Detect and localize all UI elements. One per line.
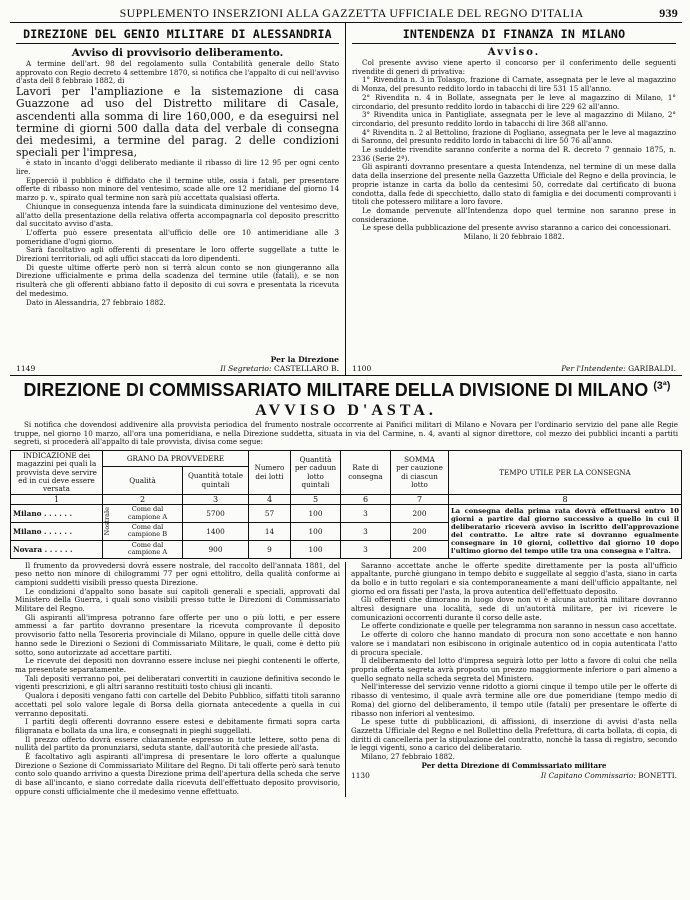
column-number: 5 xyxy=(291,495,341,505)
cell-quantita: 900 xyxy=(183,540,249,558)
signature-name: GARIBALDI. xyxy=(628,364,676,373)
dated-line: Milano, li 20 febbraio 1882. xyxy=(463,232,565,242)
cell-tempo-utile: La consegna della prima rata dovrà effettuarsi entro 10 giorni a partire dal giorno successivo a quello in cui il deliberatario riceverà avviso in iscritto dell'approvazione del contratto. Le altre rate si dovranno egualmente consegnare in 10 giorni, collettivo dal giorno 10 dopo l'ultimo giorno del tempo utile tra una consegna e l'altra. xyxy=(449,505,682,558)
notice-signature xyxy=(16,355,339,373)
col-header-lotti: Numero dei lotti xyxy=(249,451,291,495)
conditions-right-column xyxy=(346,562,682,797)
paragraph: Tali depositi verranno poi, pei deliberatari convertiti in cauzione definitiva secondo le vigenti prescrizioni, e gli altri saranno restituiti tosto chiusi gli incanti. xyxy=(15,673,340,692)
paragraph: Chiunque in conseguenza intenda fare la suindicata diminuzione del ventesimo deve, all'atto della presentazione della relativa offerta accompagnarla col deposito prescritto dal succitato avviso d'asta. xyxy=(16,201,339,229)
paragraph: Saranno accettate anche le offerte spedite direttamente per la posta all'ufficio appaltante, purchè giungano in tempo debito e suggellate al seggio d'asta, siano in carta da bollo e in tutto regolari e sia contemporaneamente a mani dell'ufficio appaltante, nel giorno ed ora fissati per l'asta, la prova autentica dell'effettuato deposito. xyxy=(351,560,677,596)
cell-lotti: 9 xyxy=(249,540,291,558)
paragraph: Nell'interesse del servizio venne ridotto a giorni cinque il tempo utile per le offerte di ribasso di ventesimo, il quale avrà termine alle ore due pomeridiane (tempo medio di Roma) del giorno del deliberamento, il tempo utile (fatali) per presentare le offerte di ribasso non inferiori al ventesimo. xyxy=(351,682,677,718)
notice-header xyxy=(23,379,671,401)
signature-title: Il Segretario: xyxy=(220,364,272,373)
paragraph: Sarà facoltativo agli offerenti di presentare le loro offerte suggellate a tutte le Direzioni territoriali, od agli uffici staccati da loro dipendenti. xyxy=(16,245,339,264)
column-number-row xyxy=(11,495,682,505)
notice-subtitle: AVVISO D'ASTA. xyxy=(255,402,437,419)
column-number: 4 xyxy=(249,495,291,505)
paragraph-large: Lavori per l'ampliazione e la sistemazione di casa Guazzone ad uso del Distretto militare di Casale, ascendenti alla somma di lire 160,000, e da eseguirsi nel termine di giorni 500 dalla data del verbale di consegna dei medesimi, a termine del parag. 2 delle condizioni speciali per l'impresa, xyxy=(16,85,339,160)
cell-qualita: Come dal campione A xyxy=(103,540,183,558)
col-header-rate: Rate di consegna xyxy=(341,451,391,495)
notice-subtitle: Avviso. xyxy=(487,47,541,58)
conditions-section xyxy=(10,562,682,797)
col-header-magazzini: INDICAZIONE dei magazzini pei quali la provvista deve servire ed in cui deve essere versata xyxy=(11,451,103,495)
paragraph: Il deliberamento del lotto d'impresa seguirà lotto per lotto a favore di colui che nella propria offerta segreta avrà proposto un prezzo maggiormente inferiore o pari almeno a quello segnato nella scheda segreta del Ministero. xyxy=(351,656,677,683)
col-header-grano: GRANO DA PROVVEDERE xyxy=(103,451,249,467)
paragraph: Le offerte di coloro che hanno mandato di procura non sono accettate e non hanno valore se i mandatari non esibiscono in originale autentico od in copia autenticata l'atto di procura speciale. xyxy=(351,630,677,657)
supply-table xyxy=(10,450,682,558)
paragraph: Le spese tutte di pubblicazioni, di affissioni, di inserzione di avvisi d'asta nella Gazzetta Ufficiale del Regno e nel Bollettino della Prefettura, di carta bollata, di copia, di diritti di cancelleria per la stipulazione del contratto, nonchè la tassa di registro, secondo le leggi vigenti, sono a carico del deliberatario. xyxy=(351,717,677,753)
notice-signature xyxy=(352,364,676,373)
signature-title: Per l'Intendente: xyxy=(561,364,626,373)
notice-body xyxy=(16,60,339,307)
paragraph: L'offerta può essere presentata all'ufficio delle ore 10 antimeridiane alle 3 pomeridiane d'ogni giorno. xyxy=(16,227,339,246)
paragraph: Col presente avviso viene aperto il concorso per il conferimento delle seguenti rivendite di generi di privativa: xyxy=(352,58,676,76)
signature-per-la: Per la Direzione xyxy=(270,355,339,364)
cell-magazzino: Novara . . . . . . xyxy=(11,540,103,558)
cell-per-lotto: 100 xyxy=(291,522,341,540)
notice-signature xyxy=(351,772,677,781)
paragraph: Il prezzo offerto dovrà essere chiaramente espresso in tutte lettere, sotto pena di nullità del partito da pronunziarsi, seduta stante, dall'autorità che presiede all'asta. xyxy=(15,734,340,753)
paragraph: Di queste ultime offerte però non si terrà alcun conto se non giungeranno alla Direzione ufficialmente e prima della scadenza del termine utile (fatali), e se non risulterà che gli offerenti abbiano fatto il deposito di cui sovra e presentata la ricevuta del medesimo. xyxy=(16,262,339,298)
dated-line: Dato in Alessandria, 27 febbraio 1882. xyxy=(26,297,166,307)
table-row xyxy=(11,505,682,523)
cell-per-lotto: 100 xyxy=(291,505,341,523)
cell-magazzino: Milano . . . . . . xyxy=(11,522,103,540)
paragraph: Le offerte condizionate e quelle per telegramma non saranno in nessun caso accettate. xyxy=(361,621,677,631)
notice-header-text: DIREZIONE DI COMMISSARIATO MILITARE DELLA DIVISIONE DI MILANO xyxy=(23,379,649,400)
paragraph: Le domande pervenute all'Intendenza dopo quel termine non saranno prese in considerazione. xyxy=(352,205,676,224)
cell-qualita: Come dal campione B xyxy=(103,522,183,540)
running-head xyxy=(10,6,682,23)
column-number: 3 xyxy=(183,495,249,505)
col-header-quantita: Quantità totale quintali xyxy=(183,467,249,495)
column-number: 6 xyxy=(341,495,391,505)
intendenza-finanza-notice xyxy=(346,23,682,375)
top-two-column-section xyxy=(10,23,682,376)
col-header-qualita: Qualità xyxy=(103,467,183,495)
paragraph: Le suddette rivendite saranno conferite a norma del R. decreto 7 gennaio 1875, n. 2336 (Serie 2ª). xyxy=(352,145,676,163)
notice-header: INTENDENZA DI FINANZA IN MILANO xyxy=(352,27,676,44)
list-item: 4° Rivendita n. 2 al Bettolino, frazione di Pogliano, assegnata per le leve al magazzino di Saronno, del presunto reddito lordo in tabacchi di lire 50 76 all'anno. xyxy=(352,127,676,146)
notice-body xyxy=(352,59,676,242)
signature-per-detta: Per detta Direzione di Commissariato militare xyxy=(421,760,607,770)
signature-name: BONETTI. xyxy=(638,771,677,781)
col-header-somma xyxy=(391,451,449,495)
notice-header-sup: (3ª) xyxy=(653,379,671,392)
column-number: 2 xyxy=(103,495,183,505)
list-item: 1° Rivendita n. 3 in Tolasgo, frazione di Carnate, assegnata per le leve al magazzino di Monza, del presunto reddito lordo in tabacchi di lire 531 15 all'anno. xyxy=(352,75,676,94)
commissariato-notice xyxy=(10,379,682,797)
cell-quantita: 5700 xyxy=(183,505,249,523)
col-header-per-lotto: Quantità per caduun lotto quintali xyxy=(291,451,341,495)
insertion-number: 1100 xyxy=(352,364,372,373)
cell-per-lotto: 100 xyxy=(291,540,341,558)
quality-text: Come dal campione A xyxy=(127,505,168,521)
column-number: 7 xyxy=(391,495,449,505)
gazette-page xyxy=(10,6,682,894)
cell-cauzione: 200 xyxy=(391,522,449,540)
insertion-number: 1149 xyxy=(16,364,36,373)
col-header-somma-top: SOMMA xyxy=(404,455,435,465)
cell-cauzione: 200 xyxy=(391,505,449,523)
paragraph: Qualora i depositi vengano fatti con cartelle del Debito Pubblico, siffatti titoli saranno accettati pel solo valore legale di Borsa della giornata antecedente a quella in cui verranno depositati. xyxy=(15,691,340,718)
notice-subtitle: Avviso di provvisorio deliberamento. xyxy=(71,47,284,59)
page-number: 939 xyxy=(659,6,678,20)
paragraph: Le condizioni d'appalto sono basate sui capitoli generali e speciali, approvati dal Ministero della Guerra, i quali sono visibili presso tutte le Direzioni di Commissariato Militare del Regno. xyxy=(15,586,340,614)
col-header-cauzione: per cauzione di ciascun lotto xyxy=(396,463,443,489)
col-header-tempo: TEMPO UTILE PER LA CONSEGNA xyxy=(449,451,682,495)
cell-cauzione: 200 xyxy=(391,540,449,558)
cell-rate: 3 xyxy=(341,505,391,523)
cell-lotti: 14 xyxy=(249,522,291,540)
paragraph: I partiti degli offerenti dovranno essere estesi e debitamente firmati sopra carta filigranata e bollata da una lira, e consegnati in pieghi suggellati. xyxy=(15,717,340,735)
list-item: 3° Rivendita unica in Pantigliate, assegnata per le leve al magazzino di Milano, 2° circondario, del presunto reddito lordo in tabacchi di lire 368 all'anno. xyxy=(352,110,676,128)
cell-quantita: 1400 xyxy=(183,522,249,540)
cell-lotti: 57 xyxy=(249,505,291,523)
insertion-number: 1130 xyxy=(351,771,370,781)
running-head-title: SUPPLEMENTO INSERZIONI ALLA GAZZETTA UFFICIALE DEL REGNO D'ITALIA xyxy=(119,6,584,20)
notice-intro: Si notifica che dovendosi addivenire alla provvista periodica del frumento nostrale occorrente ai Panifici militari di Milano e Novara per l'ordinario servizio del pane alle Regie truppe, nel giorno 10 marzo, all'ora una pomeridiana, e nella Direzione suddetta, situata in via del Carmine, n. 4, avanti al signor direttore, col mezzo dei pubblici incanti a partiti segreti, si procederà all'appalto di tale provvista, divisa come segue: xyxy=(14,420,678,447)
cell-rate: 3 xyxy=(341,522,391,540)
signature-name: CASTELLARO B. xyxy=(273,364,339,373)
paragraph: Le ricevute dei depositi non dovranno essere incluse nei pieghi contenenti le offerte, ma presentate separatamente. xyxy=(15,656,340,674)
paragraph: è stato in incanto d'oggi deliberato mediante il ribasso di lire 12 95 per ogni cento lire. xyxy=(16,158,339,177)
paragraph: È facoltativo agli aspiranti all'impresa di presentare le loro offerte a qualunque Direzione o Sezione di Commissariato Militare del Regno. Di tali offerte però sarà tenuto conto solo quando arrivino a questa Direzione prima dell'apertura della scheda che serve di base all'incanto, e siano corredate dalla ricevuta dell'effettuato deposito provvisorio, oppure consti ufficialmente che il medesimo venne effettuato. xyxy=(15,752,340,796)
paragraph: Le spese della pubblicazione del presente avviso staranno a carico dei concessionari. xyxy=(362,223,672,233)
conditions-left-column xyxy=(10,562,346,797)
paragraph: A termine dell'art. 98 del regolamento sulla Contabilità generale dello Stato approvato con Regio decreto 4 settembre 1870, si notifica che l'appalto di cui nell'avviso d'asta dell 8 febbraio 1882, di xyxy=(16,59,339,86)
paragraph: Epperciò il pubblico è diffidato che il termine utile, ossia i fatali, per presentare offerte di ribasso non minore del ventesimo, scade alle ore 12 meridiane del giorno 14 marzo p. v., spirato qual termine non sarà più accettata qualsiasi offerta. xyxy=(16,175,339,203)
quality-prefix: Nostrale xyxy=(103,507,111,536)
paragraph: Gli offerenti che dimorano in luogo dove non vi è alcuna autorità militare dovranno altresì designare una località, sede di un'autorità militare, per ivi ricevere le comunicazioni occorrenti durante il corso delle aste. xyxy=(351,595,677,622)
notice-header: DIREZIONE DEL GENIO MILITARE DI ALESSANDRIA xyxy=(16,27,339,44)
dated-line: Milano, 27 febbraio 1882. xyxy=(361,752,455,762)
genio-militare-notice xyxy=(10,23,346,375)
signature-title: Il Capitano Commissario: xyxy=(540,771,636,781)
paragraph: Il frumento da provvedersi dovrà essere nostrale, del raccolto dell'annata 1881, del peso netto non minore di chilogrammi 77 per ogni ettolitro, della qualità conforme ai campioni suddetti visibili presso questa Direzione. xyxy=(15,560,340,587)
list-item: 2° Rivendita n. 4 in Bollate, assegnata per le leve al magazzino di Milano, 1° circondario, del presunto reddito lordo in tabacchi di lire 229 62 all'anno. xyxy=(352,92,676,111)
column-number: 1 xyxy=(11,495,103,505)
column-number: 8 xyxy=(449,495,682,505)
paragraph: Gli aspiranti all'impresa potranno fare offerte per uno o più lotti, e per essere ammessi a far partito dovranno presentare la ricevuta comprovante il deposito provvisorio fatto nella Tesoreria provinciale di Milano, oppure in quelle delle città dove hanno sede le Direzioni o Sezioni di Commissariato Militare, le quali, come è detto più sotto, sono autorizzate ad accettare partiti. xyxy=(15,612,340,657)
cell-rate: 3 xyxy=(341,540,391,558)
cell-magazzino: Milano . . . . . . xyxy=(11,505,103,523)
paragraph: Gli aspiranti dovranno presentare a questa Intendenza, nel termine di un mese dalla data della inserzione del presente nella Gazzetta Ufficiale del Regno e della provincia, le proprie istanze in carta da bollo da centesimi 50, corredate dal certificato di buona condotta, dalla fede di specchietto, dallo stato di famiglia e dei documenti comprovanti i titoli che potessero militare a loro favore. xyxy=(352,162,676,207)
